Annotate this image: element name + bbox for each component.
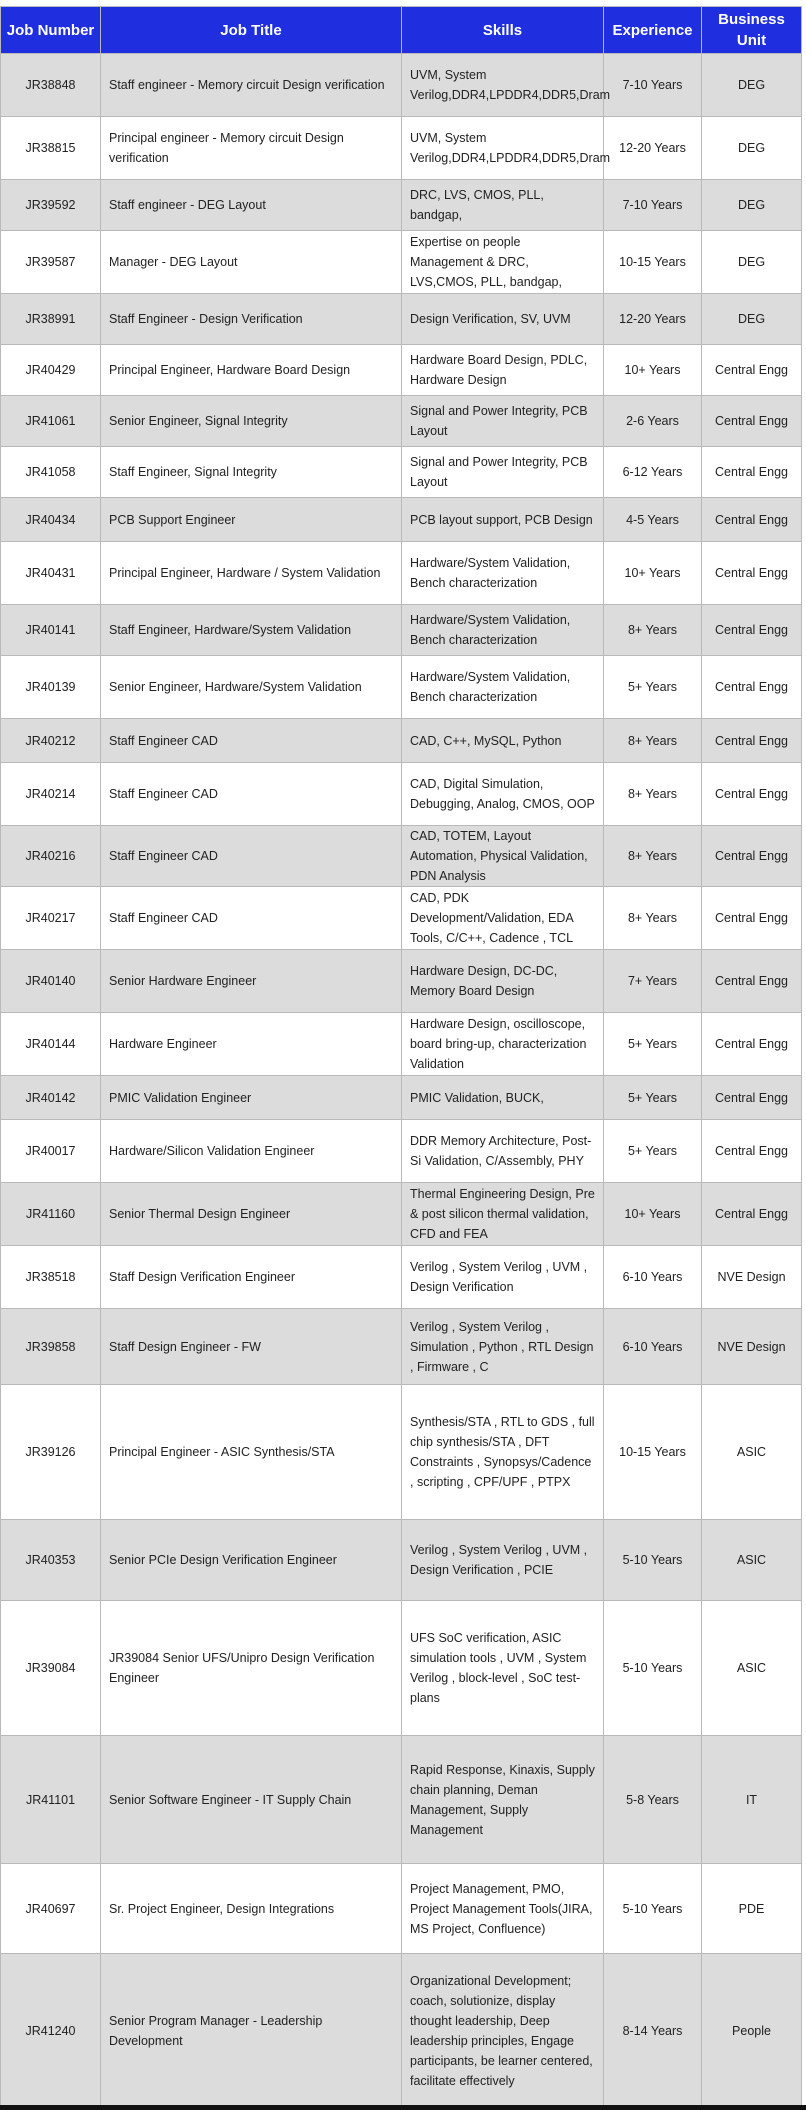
job-number-cell: JR41058 bbox=[1, 447, 101, 498]
business-unit-cell: Central Engg bbox=[702, 1013, 802, 1076]
job-table bbox=[0, 6, 802, 2109]
job-number-cell: JR38848 bbox=[1, 54, 101, 117]
job-title-cell: Sr. Project Engineer, Design Integrations bbox=[101, 1864, 402, 1954]
job-number-cell: JR39587 bbox=[1, 231, 101, 294]
table-row bbox=[1, 1013, 802, 1076]
experience-cell: 10+ Years bbox=[604, 345, 702, 396]
business-unit-cell: Central Engg bbox=[702, 719, 802, 763]
table-row bbox=[1, 719, 802, 763]
business-unit-cell: NVE Design bbox=[702, 1309, 802, 1385]
experience-cell: 7+ Years bbox=[604, 950, 702, 1013]
business-unit-cell: Central Engg bbox=[702, 396, 802, 447]
skills-cell: UFS SoC verification, ASIC simulation tools , UVM , System Verilog , block-level , SoC test-plans bbox=[402, 1601, 604, 1736]
header-job-number: Job Number bbox=[1, 7, 101, 54]
skills-cell: Verilog , System Verilog , Simulation , Python , RTL Design , Firmware , C bbox=[402, 1309, 604, 1385]
table-row bbox=[1, 180, 802, 231]
job-number-cell: JR38518 bbox=[1, 1246, 101, 1309]
business-unit-cell: Central Engg bbox=[702, 763, 802, 826]
business-unit-cell: DEG bbox=[702, 231, 802, 294]
job-title-cell: Staff engineer - DEG Layout bbox=[101, 180, 402, 231]
job-title-cell: Senior Engineer, Hardware/System Validation bbox=[101, 656, 402, 719]
business-unit-cell: Central Engg bbox=[702, 447, 802, 498]
job-title-cell: Senior Thermal Design Engineer bbox=[101, 1183, 402, 1246]
bottom-border-bar bbox=[0, 2105, 806, 2110]
table-row bbox=[1, 542, 802, 605]
table-row bbox=[1, 1309, 802, 1385]
header-experience: Experience bbox=[604, 7, 702, 54]
job-title-cell: Staff Engineer CAD bbox=[101, 887, 402, 950]
skills-cell: UVM, System Verilog,DDR4,LPDDR4,DDR5,Dram bbox=[402, 117, 604, 180]
job-title-cell: Hardware/Silicon Validation Engineer bbox=[101, 1120, 402, 1183]
skills-cell: Hardware/System Validation, Bench characterization bbox=[402, 656, 604, 719]
experience-cell: 5-8 Years bbox=[604, 1736, 702, 1864]
job-number-cell: JR39592 bbox=[1, 180, 101, 231]
table-row bbox=[1, 605, 802, 656]
job-title-cell: Principal Engineer, Hardware Board Design bbox=[101, 345, 402, 396]
table-row bbox=[1, 1385, 802, 1520]
table-row bbox=[1, 447, 802, 498]
skills-cell: Signal and Power Integrity, PCB Layout bbox=[402, 447, 604, 498]
table-row bbox=[1, 1076, 802, 1120]
job-title-cell: Staff Engineer CAD bbox=[101, 719, 402, 763]
job-number-cell: JR40214 bbox=[1, 763, 101, 826]
business-unit-cell: DEG bbox=[702, 54, 802, 117]
table-row bbox=[1, 1601, 802, 1736]
skills-cell: CAD, TOTEM, Layout Automation, Physical Validation, PDN Analysis bbox=[402, 826, 604, 887]
business-unit-cell: Central Engg bbox=[702, 345, 802, 396]
skills-cell: CAD, PDK Development/Validation, EDA Tools, C/C++, Cadence , TCL bbox=[402, 887, 604, 950]
job-number-cell: JR40017 bbox=[1, 1120, 101, 1183]
job-title-cell: Staff Engineer CAD bbox=[101, 826, 402, 887]
job-number-cell: JR41101 bbox=[1, 1736, 101, 1864]
header-row bbox=[1, 7, 802, 54]
experience-cell: 7-10 Years bbox=[604, 180, 702, 231]
table-row bbox=[1, 1183, 802, 1246]
job-title-cell: Principal Engineer - ASIC Synthesis/STA bbox=[101, 1385, 402, 1520]
business-unit-cell: People bbox=[702, 1954, 802, 2109]
business-unit-cell: DEG bbox=[702, 117, 802, 180]
table-row bbox=[1, 498, 802, 542]
business-unit-cell: Central Engg bbox=[702, 1120, 802, 1183]
table-row bbox=[1, 117, 802, 180]
job-number-cell: JR40212 bbox=[1, 719, 101, 763]
job-title-cell: Staff Engineer, Signal Integrity bbox=[101, 447, 402, 498]
table-row bbox=[1, 950, 802, 1013]
table-row bbox=[1, 826, 802, 887]
job-title-cell: PMIC Validation Engineer bbox=[101, 1076, 402, 1120]
job-title-cell: Staff engineer - Memory circuit Design verification bbox=[101, 54, 402, 117]
business-unit-cell: Central Engg bbox=[702, 605, 802, 656]
skills-cell: CAD, C++, MySQL, Python bbox=[402, 719, 604, 763]
job-number-cell: JR40697 bbox=[1, 1864, 101, 1954]
business-unit-cell: ASIC bbox=[702, 1520, 802, 1601]
experience-cell: 7-10 Years bbox=[604, 54, 702, 117]
business-unit-cell: Central Engg bbox=[702, 950, 802, 1013]
experience-cell: 5-10 Years bbox=[604, 1601, 702, 1736]
skills-cell: Expertise on people Management & DRC, LVS,CMOS, PLL, bandgap, bbox=[402, 231, 604, 294]
experience-cell: 8+ Years bbox=[604, 719, 702, 763]
skills-cell: Hardware Design, oscilloscope, board bring-up, characterization Validation bbox=[402, 1013, 604, 1076]
skills-cell: Verilog , System Verilog , UVM , Design Verification bbox=[402, 1246, 604, 1309]
table-row bbox=[1, 1864, 802, 1954]
experience-cell: 8+ Years bbox=[604, 763, 702, 826]
table-row bbox=[1, 345, 802, 396]
job-number-cell: JR40429 bbox=[1, 345, 101, 396]
job-title-cell: Manager - DEG Layout bbox=[101, 231, 402, 294]
experience-cell: 5+ Years bbox=[604, 1013, 702, 1076]
business-unit-cell: IT bbox=[702, 1736, 802, 1864]
job-title-cell: Principal engineer - Memory circuit Design verification bbox=[101, 117, 402, 180]
job-title-cell: PCB Support Engineer bbox=[101, 498, 402, 542]
table-row bbox=[1, 396, 802, 447]
job-title-cell: Staff Design Engineer - FW bbox=[101, 1309, 402, 1385]
business-unit-cell: Central Engg bbox=[702, 1183, 802, 1246]
table-row bbox=[1, 656, 802, 719]
job-number-cell: JR40141 bbox=[1, 605, 101, 656]
experience-cell: 10+ Years bbox=[604, 1183, 702, 1246]
job-number-cell: JR39084 bbox=[1, 1601, 101, 1736]
skills-cell: CAD, Digital Simulation, Debugging, Analog, CMOS, OOP bbox=[402, 763, 604, 826]
business-unit-cell: Central Engg bbox=[702, 656, 802, 719]
table-row bbox=[1, 887, 802, 950]
skills-cell: UVM, System Verilog,DDR4,LPDDR4,DDR5,Dram bbox=[402, 54, 604, 117]
business-unit-cell: PDE bbox=[702, 1864, 802, 1954]
experience-cell: 5-10 Years bbox=[604, 1520, 702, 1601]
job-number-cell: JR40139 bbox=[1, 656, 101, 719]
experience-cell: 8+ Years bbox=[604, 887, 702, 950]
job-number-cell: JR41160 bbox=[1, 1183, 101, 1246]
table-row bbox=[1, 1736, 802, 1864]
experience-cell: 5+ Years bbox=[604, 1076, 702, 1120]
experience-cell: 8-14 Years bbox=[604, 1954, 702, 2109]
job-number-cell: JR40142 bbox=[1, 1076, 101, 1120]
job-number-cell: JR40431 bbox=[1, 542, 101, 605]
experience-cell: 8+ Years bbox=[604, 826, 702, 887]
experience-cell: 5+ Years bbox=[604, 656, 702, 719]
job-title-cell: Principal Engineer, Hardware / System Validation bbox=[101, 542, 402, 605]
experience-cell: 5+ Years bbox=[604, 1120, 702, 1183]
job-number-cell: JR40217 bbox=[1, 887, 101, 950]
header-job-title: Job Title bbox=[101, 7, 402, 54]
experience-cell: 6-10 Years bbox=[604, 1246, 702, 1309]
skills-cell: Project Management, PMO, Project Management Tools(JIRA, MS Project, Confluence) bbox=[402, 1864, 604, 1954]
table-row bbox=[1, 1954, 802, 2109]
header-skills: Skills bbox=[402, 7, 604, 54]
experience-cell: 10-15 Years bbox=[604, 1385, 702, 1520]
skills-cell: Organizational Development; coach, solutionize, display thought leadership, Deep leadership principles, Engage participants, be learner centered, facilitate effectively bbox=[402, 1954, 604, 2109]
skills-cell: Verilog , System Verilog , UVM , Design Verification , PCIE bbox=[402, 1520, 604, 1601]
business-unit-cell: Central Engg bbox=[702, 498, 802, 542]
business-unit-cell: Central Engg bbox=[702, 887, 802, 950]
experience-cell: 10-15 Years bbox=[604, 231, 702, 294]
job-title-cell: Staff Engineer - Design Verification bbox=[101, 294, 402, 345]
skills-cell: DDR Memory Architecture, Post-Si Validation, C/Assembly, PHY bbox=[402, 1120, 604, 1183]
skills-cell: PCB layout support, PCB Design bbox=[402, 498, 604, 542]
job-title-cell: Hardware Engineer bbox=[101, 1013, 402, 1076]
table-row bbox=[1, 231, 802, 294]
experience-cell: 8+ Years bbox=[604, 605, 702, 656]
job-number-cell: JR38815 bbox=[1, 117, 101, 180]
skills-cell: Thermal Engineering Design, Pre & post silicon thermal validation, CFD and FEA bbox=[402, 1183, 604, 1246]
business-unit-cell: Central Engg bbox=[702, 826, 802, 887]
business-unit-cell: ASIC bbox=[702, 1385, 802, 1520]
job-number-cell: JR38991 bbox=[1, 294, 101, 345]
job-number-cell: JR40353 bbox=[1, 1520, 101, 1601]
job-number-cell: JR40216 bbox=[1, 826, 101, 887]
job-title-cell: Staff Engineer, Hardware/System Validation bbox=[101, 605, 402, 656]
table-row bbox=[1, 1120, 802, 1183]
skills-cell: Synthesis/STA , RTL to GDS , full chip synthesis/STA , DFT Constraints , Synopsys/Cadence , scripting , CPF/UPF , PTPX bbox=[402, 1385, 604, 1520]
business-unit-cell: DEG bbox=[702, 294, 802, 345]
business-unit-cell: Central Engg bbox=[702, 542, 802, 605]
job-title-cell: JR39084 Senior UFS/Unipro Design Verification Engineer bbox=[101, 1601, 402, 1736]
skills-cell: Rapid Response, Kinaxis, Supply chain planning, Deman Management, Supply Management bbox=[402, 1736, 604, 1864]
job-title-cell: Staff Design Verification Engineer bbox=[101, 1246, 402, 1309]
skills-cell: Signal and Power Integrity, PCB Layout bbox=[402, 396, 604, 447]
table-row bbox=[1, 294, 802, 345]
job-number-cell: JR41061 bbox=[1, 396, 101, 447]
experience-cell: 4-5 Years bbox=[604, 498, 702, 542]
job-title-cell: Senior Hardware Engineer bbox=[101, 950, 402, 1013]
job-title-cell: Staff Engineer CAD bbox=[101, 763, 402, 826]
job-number-cell: JR40140 bbox=[1, 950, 101, 1013]
experience-cell: 6-10 Years bbox=[604, 1309, 702, 1385]
job-title-cell: Senior PCIe Design Verification Engineer bbox=[101, 1520, 402, 1601]
job-number-cell: JR41240 bbox=[1, 1954, 101, 2109]
job-number-cell: JR39858 bbox=[1, 1309, 101, 1385]
business-unit-cell: NVE Design bbox=[702, 1246, 802, 1309]
experience-cell: 12-20 Years bbox=[604, 117, 702, 180]
job-title-cell: Senior Engineer, Signal Integrity bbox=[101, 396, 402, 447]
skills-cell: Design Verification, SV, UVM bbox=[402, 294, 604, 345]
table-row bbox=[1, 54, 802, 117]
experience-cell: 10+ Years bbox=[604, 542, 702, 605]
skills-cell: PMIC Validation, BUCK, bbox=[402, 1076, 604, 1120]
business-unit-cell: Central Engg bbox=[702, 1076, 802, 1120]
skills-cell: Hardware/System Validation, Bench characterization bbox=[402, 605, 604, 656]
job-title-cell: Senior Software Engineer - IT Supply Chain bbox=[101, 1736, 402, 1864]
skills-cell: DRC, LVS, CMOS, PLL, bandgap, bbox=[402, 180, 604, 231]
experience-cell: 12-20 Years bbox=[604, 294, 702, 345]
job-number-cell: JR39126 bbox=[1, 1385, 101, 1520]
experience-cell: 5-10 Years bbox=[604, 1864, 702, 1954]
skills-cell: Hardware/System Validation, Bench characterization bbox=[402, 542, 604, 605]
header-business-unit: Business Unit bbox=[702, 7, 802, 54]
skills-cell: Hardware Board Design, PDLC, Hardware Design bbox=[402, 345, 604, 396]
experience-cell: 6-12 Years bbox=[604, 447, 702, 498]
business-unit-cell: DEG bbox=[702, 180, 802, 231]
skills-cell: Hardware Design, DC-DC, Memory Board Design bbox=[402, 950, 604, 1013]
table-row bbox=[1, 1520, 802, 1601]
experience-cell: 2-6 Years bbox=[604, 396, 702, 447]
job-number-cell: JR40144 bbox=[1, 1013, 101, 1076]
job-number-cell: JR40434 bbox=[1, 498, 101, 542]
table-row bbox=[1, 1246, 802, 1309]
table-row bbox=[1, 763, 802, 826]
job-title-cell: Senior Program Manager - Leadership Development bbox=[101, 1954, 402, 2109]
business-unit-cell: ASIC bbox=[702, 1601, 802, 1736]
